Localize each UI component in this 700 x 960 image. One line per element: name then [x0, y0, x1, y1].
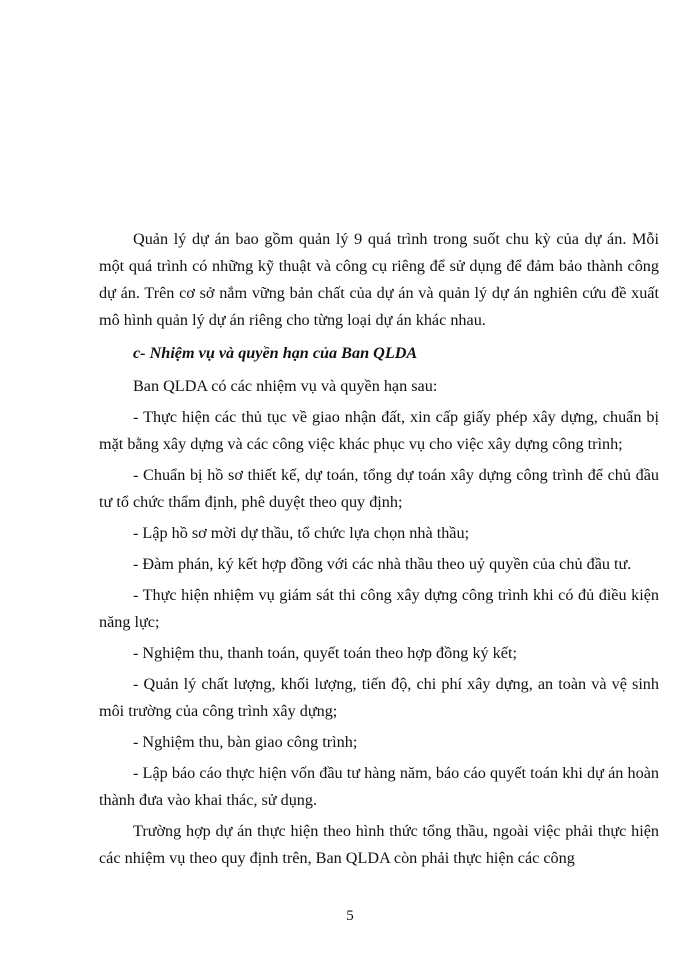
- duty-item: - Quản lý chất lượng, khối lượng, tiến độ, chi phí xây dựng, an toàn và vệ sinh môi trường của công trình xây dựng;: [99, 675, 659, 720]
- duty-item: - Lập hồ sơ mời dự thầu, tổ chức lựa chọn nhà thầu;: [133, 524, 470, 542]
- page-number: 5: [346, 908, 354, 924]
- duty-item: - Nghiệm thu, bàn giao công trình;: [133, 733, 358, 751]
- duty-item: - Chuẩn bị hồ sơ thiết kế, dự toán, tổng dự toán xây dựng công trình để chủ đầu tư tổ chức thẩm định, phê duyệt theo quy định;: [99, 466, 659, 511]
- section-heading: c- Nhiệm vụ và quyền hạn của Ban QLDA: [133, 344, 418, 362]
- duty-item: - Lập báo cáo thực hiện vốn đầu tư hàng năm, báo cáo quyết toán khi dự án hoàn thành đưa vào khai thác, sử dụng.: [99, 764, 659, 809]
- document-body: [99, 226, 659, 878]
- duty-item: - Nghiệm thu, thanh toán, quyết toán theo hợp đồng ký kết;: [133, 644, 517, 662]
- duty-item: - Đàm phán, ký kết hợp đồng với các nhà thầu theo uỷ quyền của chủ đầu tư.: [133, 555, 632, 573]
- closing-paragraph: Trường hợp dự án thực hiện theo hình thức tổng thầu, ngoài việc phải thực hiện các nhiệm vụ theo quy định trên, Ban QLDA còn phải thực hiện các công: [99, 822, 659, 867]
- duty-item: - Thực hiện các thủ tục về giao nhận đất, xin cấp giấy phép xây dựng, chuẩn bị mặt bằng xây dựng và các công việc khác phục vụ cho việc xây dựng công trình;: [99, 408, 659, 453]
- paragraph-intro-project-management: Quản lý dự án bao gồm quản lý 9 quá trình trong suốt chu kỳ của dự án. Mỗi một quá trình có những kỹ thuật và công cụ riêng để sử dụng để đảm bảo thành công dự án. Trên cơ sở nắm vững bản chất của dự án và quản lý dự án nghiên cứu đề xuất mô hình quản lý dự án riêng cho từng loại dự án khác nhau.: [99, 230, 659, 329]
- duties-intro: Ban QLDA có các nhiệm vụ và quyền hạn sau:: [133, 377, 438, 395]
- duty-item: - Thực hiện nhiệm vụ giám sát thi công xây dựng công trình khi có đủ điều kiện năng lực;: [99, 586, 659, 631]
